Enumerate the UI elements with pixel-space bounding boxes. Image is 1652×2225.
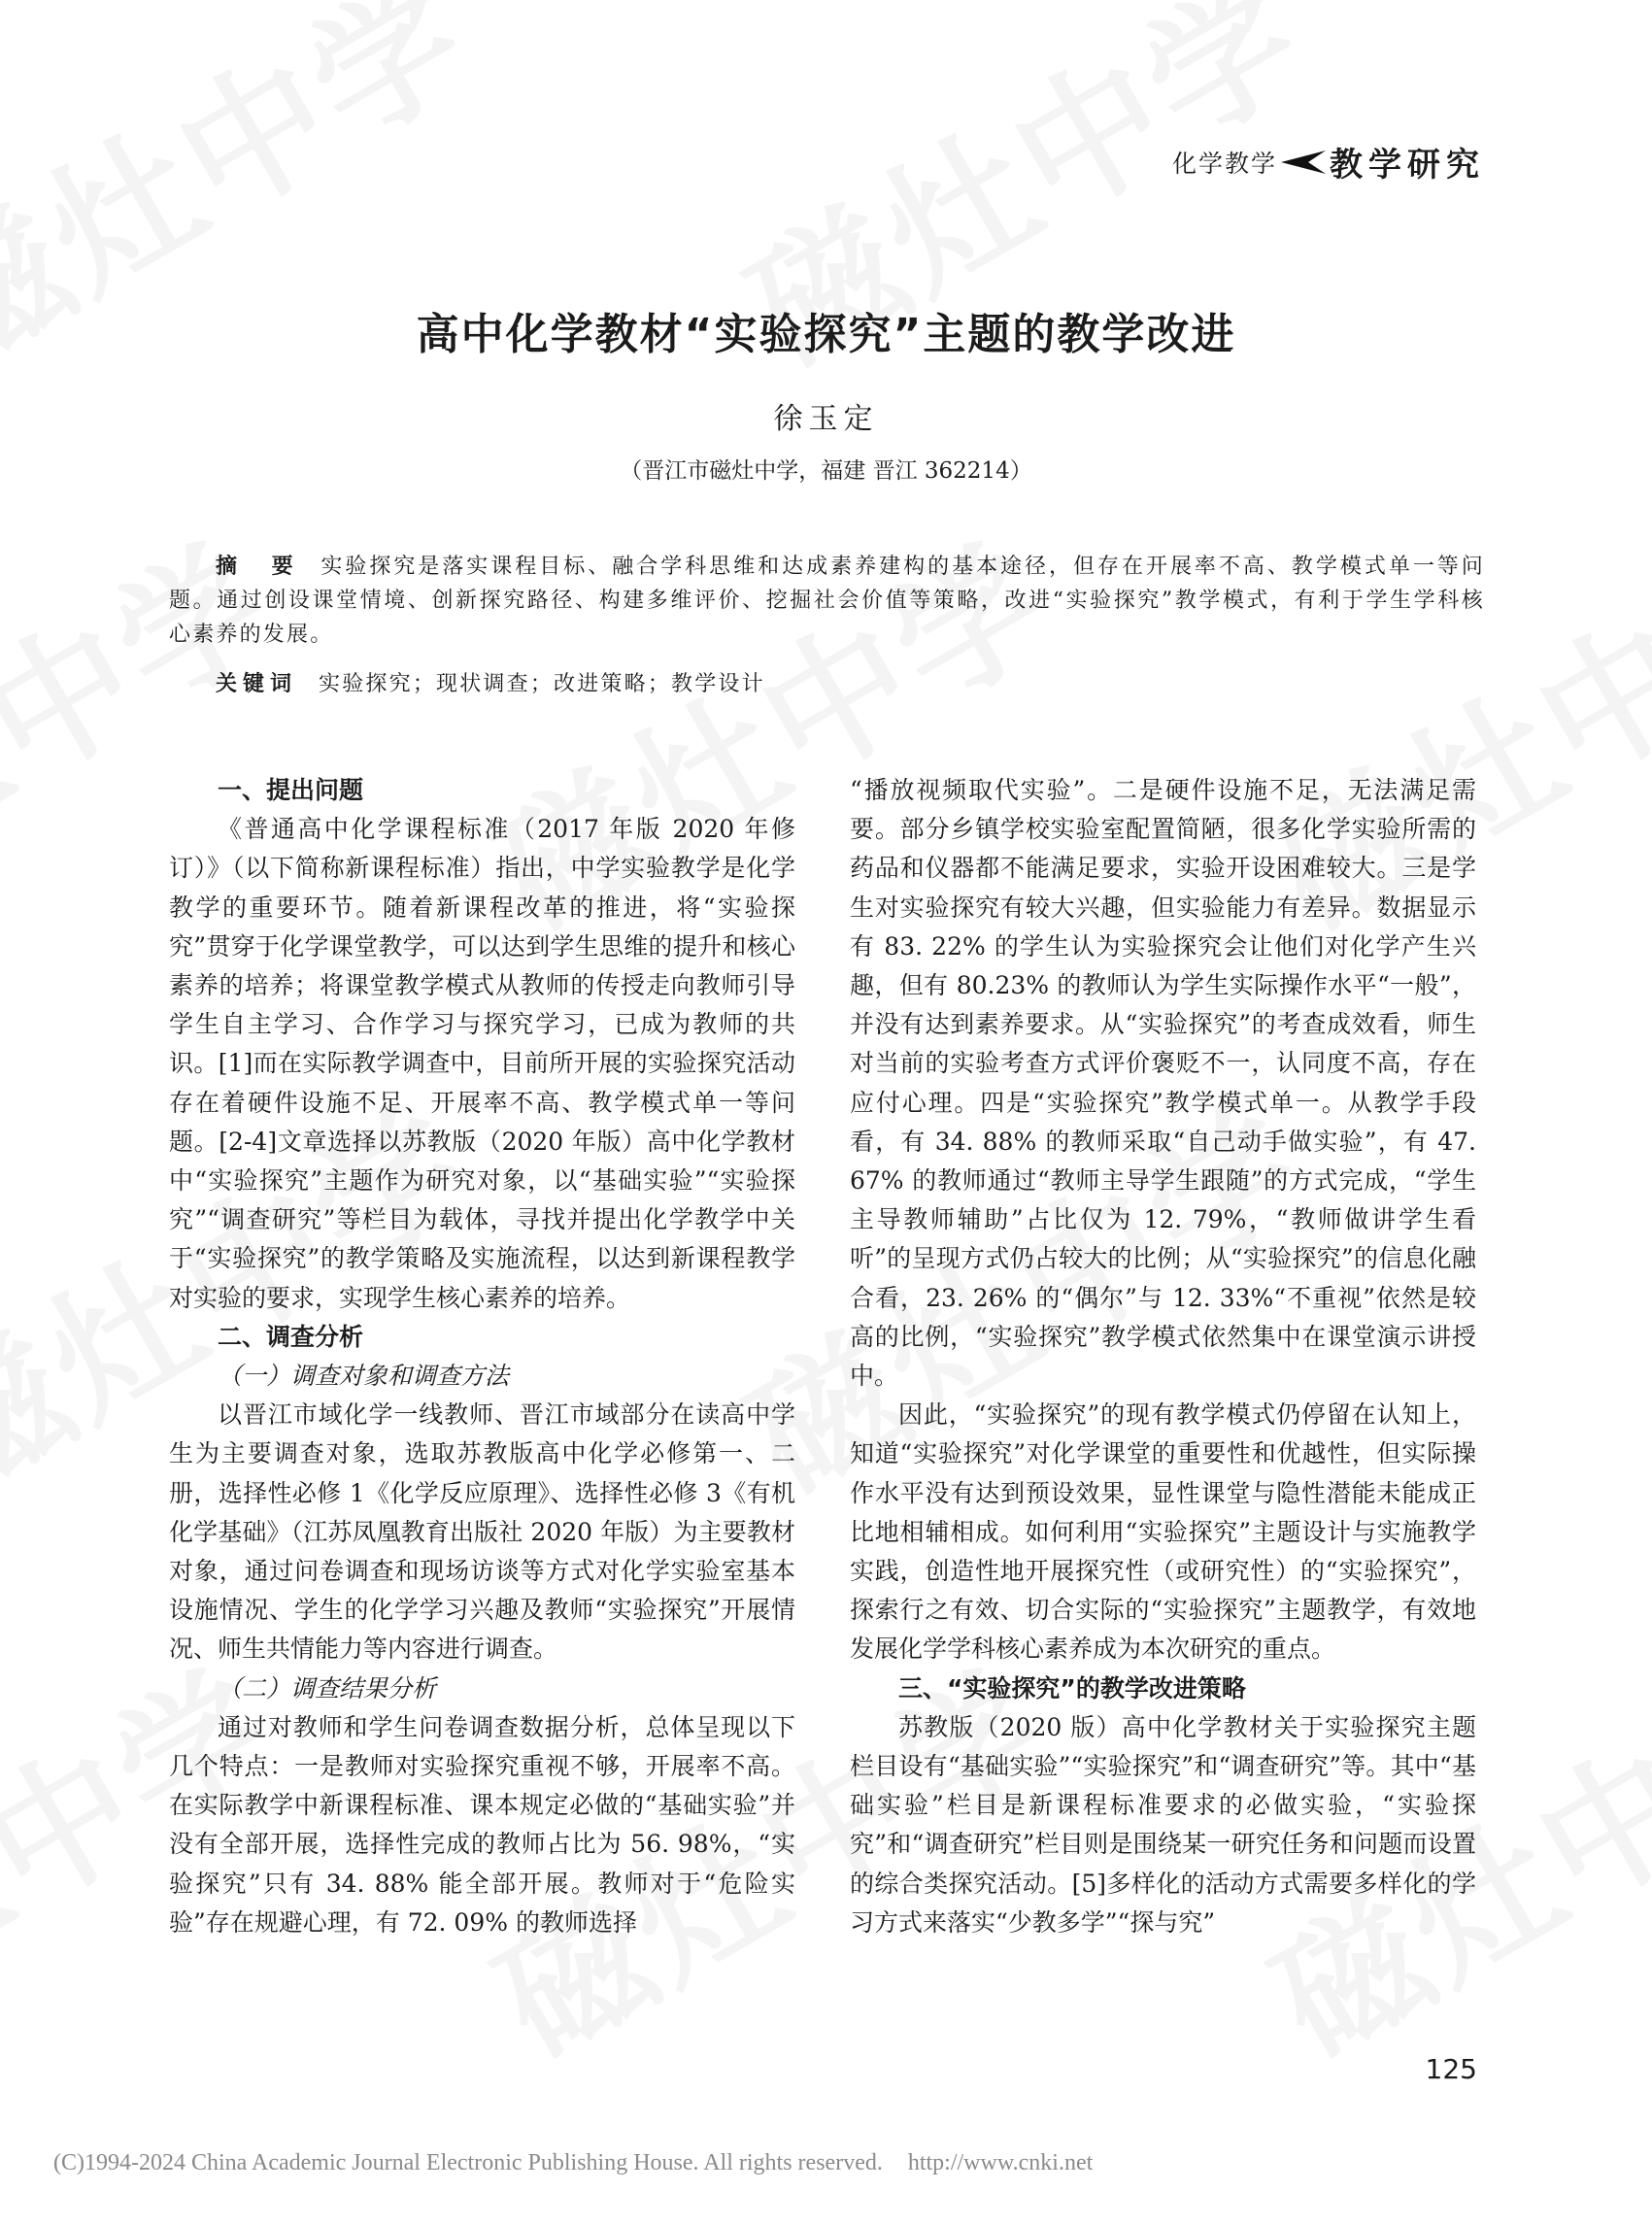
footer-url: http://www.cnki.net — [907, 2150, 1094, 2175]
article-author: 徐玉定 — [773, 402, 879, 436]
abstract-label: 摘 要 — [216, 555, 300, 579]
body-paragraph: 《普通高中化学课程标准（2017 年版 2020 年修订）》（以下简称新课程标准）指出，中学实验教学是化学教学的重要环节。随着新课程改革的推进，将“实验探究”贯穿于化学课堂教学，可以达到学生思维的提升和核心素养的培养；将课堂教学模式从教师的传授走向教师引导学生自主学习、合作学习与探究学习，已成为教师的共识。[1]而在实际教学调查中，目前所开展的实验探究活动存在着硬件设施不足、开展率不高、教学模式单一等问题。[2-4]文章选择以苏教版（2020 年版）高中化学教材中“实验探究”主题作为研究对象，以“基础实验”“实验探究”“调查研究”等栏目为载体，寻找并提出化学教学中关于“实验探究”的教学策略及实施流程，以达到新课程教学对实验的要求，实现学生核心素养的培养。 — [169, 815, 795, 1312]
body-paragraph: 因此，“实验探究”的现有教学模式仍停留在认知上，知道“实验探究”对化学课堂的重要性和优越性，但实际操作水平没有达到预设效果，显性课堂与隐性潜能未能成正比地相辅相成。如何利用“实验探究”主题设计与实施教学实践，创造性地开展探究性（或研究性）的“实验探究”，探索行之有效、切合实际的“实验探究”主题教学，有效地发展化学学科核心素养成为本次研究的重点。 — [850, 1400, 1476, 1664]
author-affiliation: （晋江市磁灶中学，福建 晋江 362214） — [620, 458, 1032, 484]
section-heading: 一、提出问题 — [218, 776, 364, 804]
keywords-label: 关键词 — [216, 672, 298, 696]
body-paragraph: 以晋江市域化学一线教师、晋江市域部分在读高中学生为主要调查对象，选取苏教版高中化学必修第一、二册，选择性必修 1《化学反应原理》、选择性必修 3《有机化学基础》（江苏凤凰教育出版社 2020 年版）为主要教材对象，通过问卷调查和现场访谈等方式对化学实验室基本设施情况、学生的化学学习兴趣及教师“实验探究”开展情况、师生共情能力等内容进行调查。 — [169, 1400, 795, 1664]
section-name: 教学研究 — [1330, 146, 1485, 185]
journal-name: 化学教学 — [1171, 149, 1277, 178]
section-heading: 二、调查分析 — [218, 1322, 364, 1351]
abstract — [169, 550, 1485, 652]
abstract-text: 实验探究是落实课程目标、融合学科思维和达成素养建构的基本途径，但存在开展率不高、教学模式单一等问题。通过创设课堂情境、创新探究路径、构建多维评价、挖掘社会价值等策略，改进“实验探究”教学模式，有利于学生学科核心素养的发展。 — [169, 555, 1485, 647]
page-number: 125 — [1425, 2053, 1477, 2085]
section-heading: 三、“实验探究”的教学改进策略 — [898, 1673, 1246, 1702]
arrow-left-icon — [1281, 151, 1326, 174]
keywords-text: 实验探究；现状调查；改进策略；教学设计 — [319, 672, 765, 696]
subsection-heading: （一）调查对象和调查方法 — [218, 1362, 510, 1391]
left-column — [169, 771, 795, 1942]
subsection-heading: （二）调查结果分析 — [218, 1673, 437, 1702]
copyright-footer — [53, 2150, 1093, 2176]
article-title: 高中化学教材“实验探究”主题的教学改进 — [416, 310, 1236, 359]
body-paragraph: 苏教版（2020 版）高中化学教材关于实验探究主题栏目设有“基础实验”“实验探究”和“调查研究”等。其中“基础实验”栏目是新课程标准要求的必做实验，“实验探究”和“调查研究”栏目则是围绕某一研究任务和问题而设置的综合类探究活动。[5]多样化的活动方式需要多样化的学习方式来落实“少教多学”“探与究” — [850, 1712, 1476, 1937]
body-paragraph: “播放视频取代实验”。二是硬件设施不足，无法满足需要。部分乡镇学校实验室配置简陋，很多化学实验所需的药品和仪器都不能满足要求，实验开设困难较大。三是学生对实验探究有较大兴趣，但实验能力有差异。数据显示有 83. 22% 的学生认为实验探究会让他们对化学产生兴趣，但有 80.23% 的教师认为学生实际操作水平“一般”，并没有达到素养要求。从“实验探究”的考查成效看，师生对当前的实验考查方式评价褒贬不一，认同度不高，存在应付心理。四是“实验探究”教学模式单一。从教学手段看，有 34. 88% 的教师采取“自己动手做实验”，有 47. 67% 的教师通过“教师主导学生跟随”的方式完成，“学生主导教师辅助”占比仅为 12. 79%，“教师做讲学生看听”的呈现方式仍占较大的比例；从“实验探究”的信息化融合看，23. 26% 的“偶尔”与 12. 33%“不重视”依然是较高的比例，“实验探究”教学模式依然集中在课堂演示讲授中。 — [850, 776, 1476, 1391]
body-paragraph: 通过对教师和学生问卷调查数据分析，总体呈现以下几个特点：一是教师对实验探究重视不够，开展率不高。在实际教学中新课程标准、课本规定必做的“基础实验”并没有全部开展，选择性完成的教师占比为 56. 98%，“实验探究”只有 34. 88% 能全部开展。教师对于“危险实验”存在规避心理，有 72. 09% 的教师选择 — [169, 1712, 795, 1937]
running-header — [1172, 138, 1485, 185]
right-column — [850, 771, 1476, 1942]
keywords — [216, 667, 1478, 697]
copyright-text: (C)1994-2024 China Academic Journal Electronic Publishing House. All rights reserved. — [53, 2150, 883, 2175]
